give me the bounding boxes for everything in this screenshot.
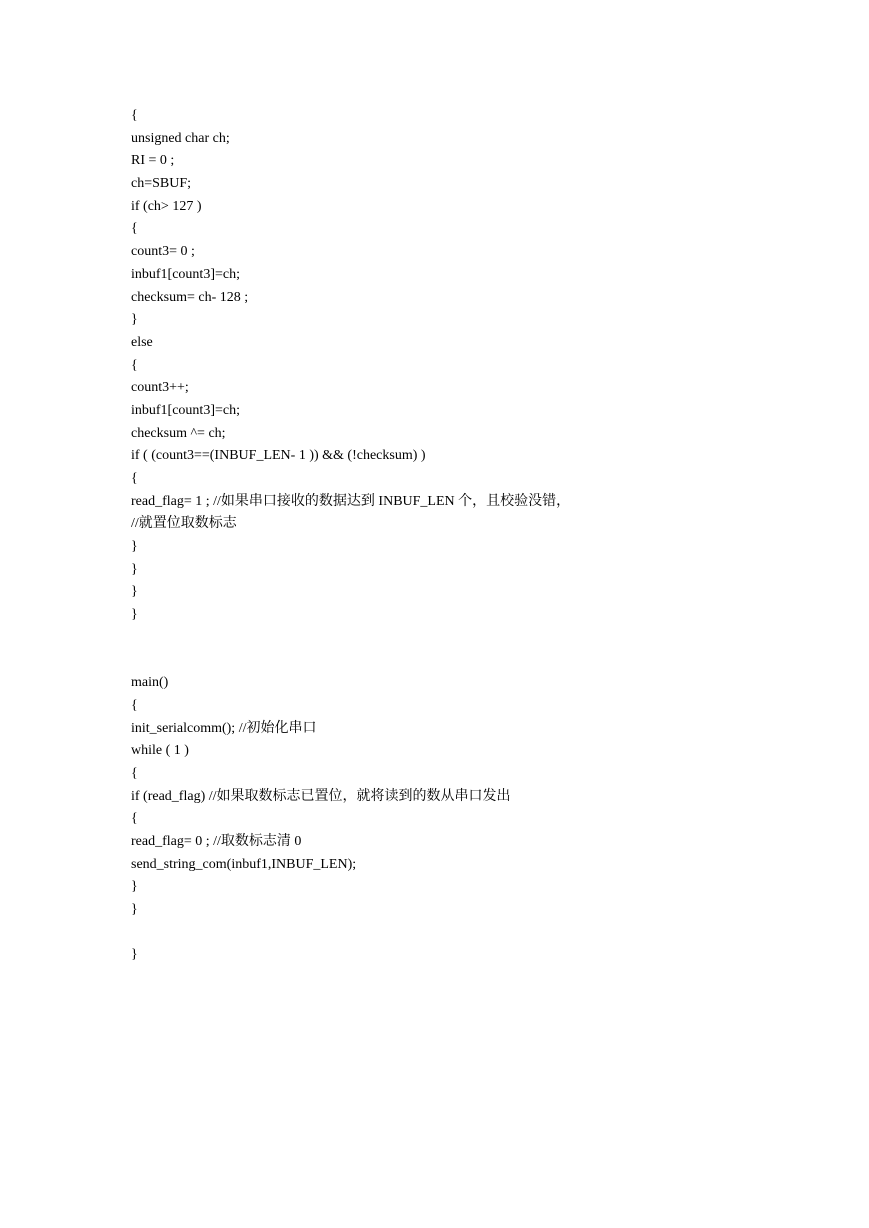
blank-line bbox=[131, 627, 831, 650]
code-line: main() bbox=[131, 675, 169, 691]
code-line: unsigned char ch; bbox=[131, 130, 230, 146]
code-line: read_flag= 0 ; //取数标志清 0 bbox=[131, 834, 302, 849]
code-line: { bbox=[131, 221, 138, 237]
code-line: if (ch> 127 ) bbox=[131, 198, 202, 214]
code-line: if (read_flag) //如果取数标志已置位，就将读到的数从串口发出 bbox=[131, 788, 511, 804]
code-line: { bbox=[131, 108, 138, 123]
code-line: { bbox=[131, 471, 138, 486]
blank-line bbox=[131, 650, 831, 673]
blank-line bbox=[131, 922, 831, 945]
code-line: { bbox=[131, 765, 138, 781]
code-line: checksum ^= ch; bbox=[131, 425, 226, 441]
code-line: } bbox=[131, 312, 138, 328]
code-line: ch=SBUF; bbox=[131, 176, 192, 192]
code-line: } bbox=[131, 561, 138, 577]
code-line: { bbox=[131, 697, 138, 713]
code-line: read_flag= 1 ; //如果串口接收的数据达到 INBUF_LEN 个，且校验没错， bbox=[131, 493, 571, 509]
code-line: init_serialcomm(); //初始化串口 bbox=[131, 720, 317, 736]
code-line: } bbox=[131, 947, 138, 963]
code-line: inbuf1[count3]=ch; bbox=[131, 266, 240, 282]
code-line: RI = 0 ; bbox=[131, 153, 175, 169]
code-line: else bbox=[131, 334, 153, 350]
code-line: checksum= ch- 128 ; bbox=[131, 289, 249, 305]
code-line: count3= 0 ; bbox=[131, 244, 195, 260]
code-listing bbox=[131, 105, 831, 967]
code-line: } bbox=[131, 539, 138, 555]
code-line: { bbox=[131, 357, 138, 373]
code-line: } bbox=[131, 584, 138, 600]
code-line: //就置位取数标志 bbox=[131, 516, 237, 532]
code-line: } bbox=[131, 607, 138, 623]
code-line: send_string_com(inbuf1,INBUF_LEN); bbox=[131, 856, 357, 872]
code-line: if ( (count3==(INBUF_LEN- 1 )) && (!checksum) ) bbox=[131, 448, 426, 464]
code-line: } bbox=[131, 902, 138, 918]
code-line: } bbox=[131, 879, 138, 895]
code-line: while ( 1 ) bbox=[131, 743, 189, 759]
code-line: inbuf1[count3]=ch; bbox=[131, 402, 240, 418]
code-line: { bbox=[131, 811, 138, 827]
code-line: count3++; bbox=[131, 380, 189, 396]
